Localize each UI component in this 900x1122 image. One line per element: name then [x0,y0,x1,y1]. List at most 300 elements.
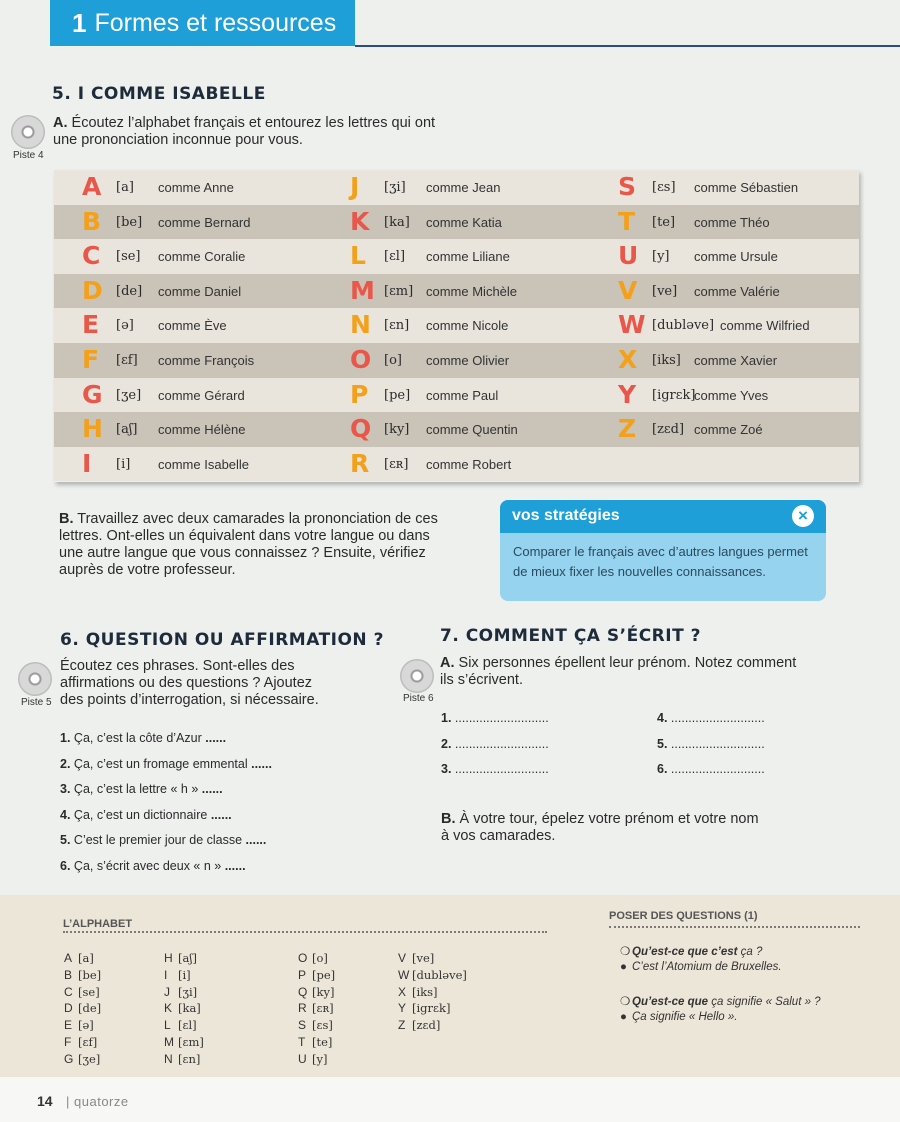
alphabet-ref-entry [64,984,101,1001]
ref-phonetic: [ky] [312,984,335,999]
answer-blank[interactable]: ...... [205,731,227,745]
alphabet-ref-entry [164,1034,204,1051]
ref-letter: J [164,984,170,999]
example-name: comme Ursule [694,249,778,265]
ref-letter: W [398,967,410,982]
item-number: 6. [60,858,71,873]
example-name: comme Jean [426,180,501,195]
phonetic-transcription: [dubləve] [652,318,715,334]
alphabet-table [54,170,859,482]
answer-blank[interactable]: ........................... [670,737,765,751]
example-name: comme Théo [694,214,770,230]
alphabet-cell [54,378,322,413]
phonetic-transcription: [o] [384,352,402,368]
alphabet-cell [322,239,590,274]
answer-blank[interactable]: ...... [224,858,246,873]
ref-phonetic: [igrɛk] [412,1001,451,1016]
chapter-banner [50,0,355,46]
phonetic-transcription: [i] [116,456,131,472]
answer-line [441,711,549,725]
answer-blank[interactable]: ...... [210,807,232,822]
ref-letter: F [64,1034,72,1049]
alphabet-cell [54,170,322,205]
ref-letter: I [164,967,168,982]
answer-number: 5. [657,737,668,751]
ex5-b-line: Travaillez avec deux camarades la prononciation de ces [77,511,438,527]
answer-blank[interactable]: ........................... [454,762,549,776]
phonetic-transcription: [a] [116,180,134,195]
example-name: comme Sébastien [694,180,799,195]
question-example [620,944,762,958]
track-label: Piste 5 [21,697,52,708]
ref-phonetic: [ɛm] [178,1034,204,1049]
alphabet-letter: V [618,275,638,305]
alphabet-ref-entry [64,950,101,967]
ref-phonetic: [se] [78,984,100,999]
item-text: Ça, c’est un dictionnaire [73,807,208,822]
question-item [60,832,360,858]
ref-letter: E [64,1018,73,1033]
alphabet-cell [590,239,858,274]
alphabet-letter: D [82,275,103,305]
alphabet-row [54,205,859,240]
item-text: C’est le premier jour de classe [73,833,243,847]
header-rule [355,45,900,47]
ref-letter: P [298,967,307,982]
footer-strip [0,1077,900,1122]
ex6-instruction-line: Écoutez ces phrases. Sont-elles des [60,658,295,674]
answer-blank[interactable]: ........................... [670,711,765,725]
alphabet-letter: E [82,310,100,340]
alphabet-ref-title: L’ALPHABET [63,918,133,930]
answer-number: 4. [657,711,668,725]
alphabet-ref-entry [164,984,204,1001]
alphabet-ref-column [164,950,204,1068]
ex7-instruction-a [440,655,840,689]
ex7-b-label: B. [441,811,456,827]
alphabet-ref-entry [164,1051,204,1068]
alphabet-letter: T [618,206,636,236]
item-number: 1. [60,731,71,745]
ref-letter: H [164,951,173,965]
ref-phonetic: [zɛd] [412,1018,441,1033]
alphabet-letter: L [350,241,366,271]
ex5-a-label: A. [53,115,68,131]
ex6-title: 6. QUESTION OU AFFIRMATION ? [60,630,384,650]
alphabet-letter: F [82,344,100,374]
alphabet-ref-entry [298,1000,335,1017]
example-name: comme Quentin [426,422,518,438]
ref-letter: U [298,1051,307,1066]
example-name: comme Katia [426,214,502,230]
ref-letter: T [298,1034,306,1049]
example-name: comme Liliane [426,249,510,265]
alphabet-row [54,412,859,447]
example-name: comme Valérie [694,283,780,299]
answer-line [441,737,549,751]
item-text: Ça, c’est un fromage emmental [73,756,248,771]
example-name: comme François [158,352,255,368]
alphabet-letter: O [350,344,372,374]
example-name: comme Gérard [158,387,245,403]
alphabet-ref-entry [64,967,101,984]
answer-number: 2. [441,737,452,751]
ref-phonetic: [ɛʀ] [312,1001,334,1016]
phonetic-transcription: [ʒi] [384,180,406,195]
answer-blank[interactable]: ........................... [454,737,549,751]
phonetic-transcription: [ɛn] [384,318,410,334]
open-circle-icon: ❍ [620,946,631,958]
alphabet-ref-column [64,950,101,1068]
alphabet-letter: Q [350,414,372,444]
example-name: comme Xavier [694,352,778,368]
alphabet-ref-entry [398,1000,467,1017]
ex5-title: 5. I COMME ISABELLE [52,84,266,104]
alphabet-ref-entry [298,950,335,967]
chapter-title: Formes et ressources [94,8,337,37]
alphabet-ref-entry [398,950,467,967]
ref-phonetic: [ʒe] [78,1051,101,1066]
question-keyword: Qu’est-ce que c’est [632,946,738,958]
track-label: Piste 6 [403,693,434,704]
phonetic-transcription: [ɛf] [116,352,138,368]
alphabet-letter: S [618,172,637,201]
item-text: Ça, s’écrit avec deux « n » [73,858,222,873]
alphabet-row [54,239,859,274]
ref-phonetic: [ɛl] [178,1018,197,1033]
alphabet-letter: Z [618,414,637,444]
question-item [60,756,360,782]
question-keyword: Qu’est-ce que [632,996,709,1008]
question-example [620,994,821,1008]
alphabet-ref-entry [398,1017,467,1034]
ex7-a-text-2: ils s’écrivent. [440,672,523,688]
ref-letter: B [64,967,73,982]
phonetic-transcription: [pe] [384,387,411,403]
ref-phonetic: [ve] [412,951,435,965]
question-rest: ça ? [737,946,763,958]
ref-letter: K [164,1001,173,1016]
ref-phonetic: [aʃ] [178,951,197,965]
answer-text: C’est l’Atomium de Bruxelles. [632,961,782,973]
alphabet-ref-entry [64,1000,101,1017]
audio-cd-icon[interactable] [18,662,52,696]
alphabet-row [54,447,859,482]
strategies-text: Comparer le français avec d’autres langues permet de mieux fixer les nouvelles connaissances. [513,544,808,579]
answer-number: 1. [441,711,452,725]
ref-phonetic: [iks] [412,984,438,999]
question-item [60,781,360,807]
alphabet-letter: C [82,241,101,271]
example-name: comme Olivier [426,352,510,368]
alphabet-cell [322,274,590,309]
answer-blank[interactable]: ...... [251,756,272,771]
strategies-title: vos stratégies [512,507,620,524]
ref-phonetic: [y] [312,1051,328,1066]
ref-letter: A [64,951,73,965]
audio-cd-icon[interactable] [400,659,434,693]
alphabet-cell [590,343,858,378]
alphabet-letter: W [618,310,646,340]
example-name: comme Zoé [694,422,763,438]
alphabet-row [54,274,859,309]
divider [63,931,547,933]
alphabet-cell [590,447,858,482]
alphabet-letter: U [618,241,639,271]
phonetic-transcription: [ɛl] [384,249,406,265]
question-item [60,858,360,884]
ref-phonetic: [i] [178,967,191,982]
alphabet-ref-column [398,950,467,1034]
answer-blank[interactable]: ...... [245,833,267,847]
item-number: 4. [60,807,71,822]
ref-phonetic: [o] [312,951,328,965]
audio-cd-icon[interactable] [11,115,45,149]
alphabet-ref-entry [64,1051,101,1068]
ex5-instruction-a [53,115,483,149]
ex7-a-label: A. [440,655,455,671]
answer-text: Ça signifie « Hello ». [632,1011,738,1023]
alphabet-row [54,343,859,378]
alphabet-letter: K [350,206,370,236]
ref-phonetic: [ɛs] [312,1018,333,1033]
ref-letter: N [164,1051,173,1066]
item-text: Ça, c’est la lettre « h » [73,782,199,796]
alphabet-row [54,170,859,205]
ref-letter: Y [398,1001,407,1016]
alphabet-cell [54,274,322,309]
ex7-b-text-2: à vos camarades. [441,828,556,844]
question-item [60,807,360,833]
alphabet-letter: Y [618,379,637,409]
alphabet-row [54,378,859,413]
strategies-box [500,500,826,601]
example-name: comme Paul [426,387,499,403]
phonetic-transcription: [ɛʀ] [384,456,409,472]
alphabet-ref-entry [298,1034,335,1051]
phonetic-transcription: [ka] [384,214,410,230]
strategies-header [500,500,826,533]
question-item [60,730,360,756]
question-rest: ça signifie « Salut » ? [708,996,821,1008]
ref-phonetic: [a] [78,951,94,965]
answer-number: 3. [441,762,452,776]
item-number: 5. [60,833,71,847]
ref-phonetic: [ə] [78,1018,94,1033]
example-name: comme Ève [158,318,227,334]
answer-example [620,961,782,973]
phonetic-transcription: [igrɛk] [652,387,696,403]
alphabet-ref-entry [64,1034,101,1051]
alphabet-ref-entry [164,1017,204,1034]
example-name: comme Michèle [426,283,518,299]
ref-letter: O [298,951,308,965]
phonetic-transcription: [ɛm] [384,283,414,299]
chapter-number: 1 [72,7,87,38]
alphabet-ref-entry [298,1051,335,1068]
ref-phonetic: [dubləve] [412,967,467,982]
ref-letter: M [164,1034,174,1049]
ref-phonetic: [ɛn] [178,1051,201,1066]
answer-line [657,762,765,776]
alphabet-letter: G [82,379,103,409]
example-name: comme Yves [694,387,769,403]
alphabet-cell [322,412,590,447]
ref-letter: Z [398,1018,406,1033]
answer-line [657,737,765,751]
alphabet-ref-entry [298,1017,335,1034]
alphabet-letter: P [350,379,369,409]
ref-phonetic: [ʒi] [178,984,198,999]
phonetic-transcription: [ky] [384,422,410,438]
alphabet-cell [322,343,590,378]
alphabet-ref-entry [398,967,467,984]
ex6-instruction-line: affirmations ou des questions ? Ajoutez [60,675,313,691]
ref-letter: X [398,984,407,999]
example-name: comme Isabelle [158,456,250,472]
ref-phonetic: [ka] [178,1001,201,1016]
answer-blank[interactable]: ........................... [670,762,765,776]
ref-letter: S [298,1018,307,1033]
phonetic-transcription: [ə] [116,318,134,334]
ex7-b-text-1: À votre tour, épelez votre prénom et votre nom [459,811,759,827]
ex5-b-line: une autre langue que vous connaissez ? Ensuite, vérifiez [59,545,426,561]
ex6-question-list [60,730,360,883]
alphabet-cell [54,412,322,447]
ref-phonetic: [ɛf] [78,1034,98,1049]
ex7-title: 7. COMMENT ÇA S’ÉCRIT ? [440,626,701,646]
ex6-instructions [60,658,360,709]
ref-letter: Q [298,984,308,999]
item-text: Ça, c’est la côte d’Azur [73,731,202,745]
open-circle-icon: ❍ [620,996,631,1008]
alphabet-letter: R [350,448,370,478]
example-name: comme Wilfried [720,318,810,334]
ex5-b-label: B. [59,511,74,527]
bullet-icon: ● [620,961,627,973]
ex5-b-line: auprès de votre professeur. [59,562,236,578]
ref-phonetic: [te] [312,1034,333,1049]
alphabet-letter: B [82,206,102,236]
alphabet-row [54,308,859,343]
ref-letter: D [64,1001,73,1016]
separator: | [66,1094,70,1109]
alphabet-letter: X [618,344,638,374]
answer-blank[interactable]: ........................... [454,711,549,725]
alphabet-ref-column [298,950,335,1068]
close-icon[interactable]: × [792,505,814,527]
alphabet-cell [590,412,858,447]
alphabet-cell [590,274,858,309]
alphabet-cell [322,205,590,240]
example-name: comme Robert [426,456,512,472]
answer-blank[interactable]: ...... [201,782,223,796]
alphabet-cell [590,205,858,240]
phonetic-transcription: [aʃ] [116,422,138,438]
example-name: comme Bernard [158,214,251,230]
ref-letter: C [64,984,73,999]
ref-phonetic: [be] [78,967,102,982]
questions-ref-title: POSER DES QUESTIONS (1) [609,910,758,922]
alphabet-letter: N [350,310,371,340]
ex5-b-line: lettres. Ont-elles un équivalent dans votre langue ou dans [59,528,430,544]
alphabet-ref-entry [298,967,335,984]
phonetic-transcription: [y] [652,249,670,265]
phonetic-transcription: [ve] [652,283,678,299]
ex5-instruction-b [59,511,479,579]
answer-example [620,1011,737,1023]
example-name: comme Daniel [158,283,242,299]
ref-letter: R [298,1001,307,1016]
phonetic-transcription: [te] [652,214,676,230]
page-word [66,1094,129,1109]
phonetic-transcription: [iks] [652,352,681,368]
ref-phonetic: [pe] [312,967,336,982]
example-name: comme Hélène [158,422,246,438]
alphabet-cell [54,239,322,274]
alphabet-ref-entry [298,984,335,1001]
alphabet-cell [322,378,590,413]
alphabet-letter: M [350,275,375,305]
ex7-instruction-b [441,811,841,845]
track-label: Piste 4 [13,150,44,161]
alphabet-cell [590,378,858,413]
alphabet-cell [322,308,590,343]
alphabet-ref-entry [164,950,204,967]
alphabet-ref-entry [398,984,467,1001]
ref-phonetic: [de] [78,1001,102,1016]
alphabet-cell [590,170,858,205]
alphabet-ref-entry [164,1000,204,1017]
page-word-text: quatorze [74,1094,129,1109]
ex6-instruction-line: des points d’interrogation, si nécessaire. [60,692,319,708]
phonetic-transcription: [be] [116,214,143,230]
ex7-a-text-1: Six personnes épellent leur prénom. Notez comment [458,655,797,671]
answer-number: 6. [657,762,668,776]
answer-line [657,711,765,725]
item-number: 2. [60,756,71,771]
phonetic-transcription: [zɛd] [652,422,685,438]
phonetic-transcription: [ɛs] [652,180,676,195]
phonetic-transcription: [de] [116,283,143,299]
alphabet-cell [322,170,590,205]
phonetic-transcription: [se] [116,249,141,265]
answer-line [441,762,549,776]
alphabet-cell [54,205,322,240]
ex5-a-text-1: Écoutez l’alphabet français et entourez les lettres qui ont [71,115,436,131]
ex5-a-text-2: une prononciation inconnue pour vous. [53,132,303,148]
alphabet-letter: J [350,172,360,201]
alphabet-letter: I [82,448,92,478]
alphabet-letter: A [82,172,102,201]
example-name: comme Coralie [158,249,246,265]
item-number: 3. [60,782,71,796]
divider [609,926,860,928]
alphabet-letter: H [82,414,103,444]
alphabet-cell [322,447,590,482]
example-name: comme Nicole [426,318,509,334]
example-name: comme Anne [158,180,234,195]
page-number: 14 [37,1093,53,1109]
alphabet-ref-entry [164,967,204,984]
alphabet-cell [54,343,322,378]
alphabet-cell [54,447,322,482]
ref-letter: L [164,1018,171,1033]
alphabet-ref-entry [64,1017,101,1034]
ref-letter: V [398,951,407,965]
bullet-icon: ● [620,1011,627,1023]
alphabet-cell [54,308,322,343]
